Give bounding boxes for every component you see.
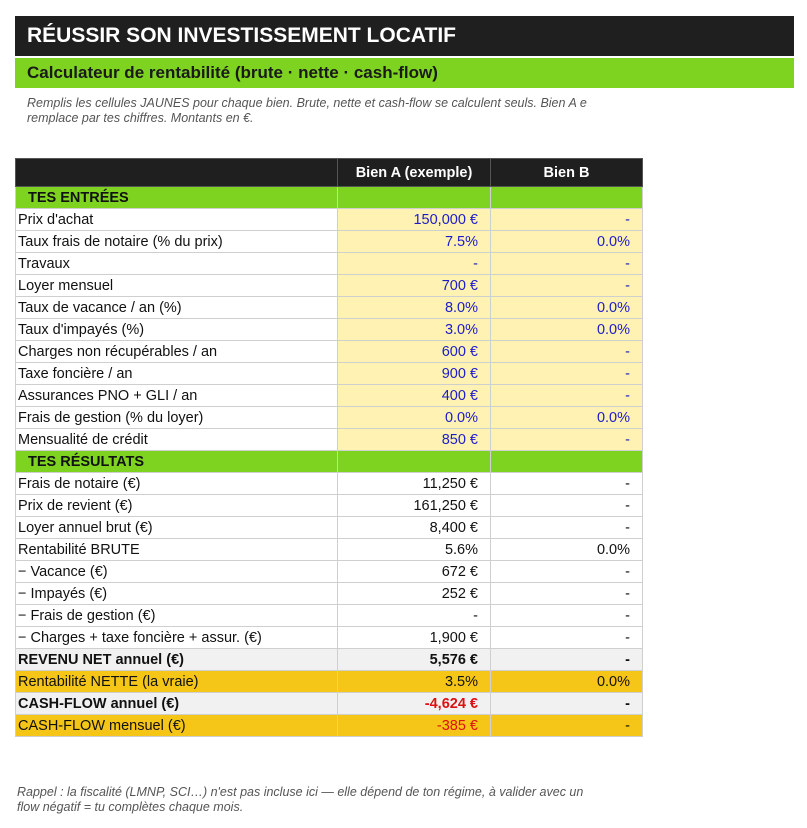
input-row bbox=[16, 253, 643, 275]
result-row bbox=[16, 605, 643, 627]
input-row bbox=[16, 363, 643, 385]
section-inputs-title: TES ENTRÉES bbox=[16, 187, 338, 209]
input-row-bien-a-input[interactable]: 900 € bbox=[338, 363, 491, 385]
result-row-bien-a-value: 5.6% bbox=[338, 539, 491, 561]
input-row-label: Taux d'impayés (%) bbox=[16, 319, 338, 341]
input-row-label: Loyer mensuel bbox=[16, 275, 338, 297]
result-row bbox=[16, 539, 643, 561]
section-results-title: TES RÉSULTATS bbox=[16, 451, 338, 473]
cashflow-mensuel-label: CASH-FLOW mensuel (€) bbox=[16, 715, 338, 737]
result-row-bien-b-value: - bbox=[491, 583, 643, 605]
cashflow-mensuel-row bbox=[16, 715, 643, 737]
input-row bbox=[16, 429, 643, 451]
input-row bbox=[16, 275, 643, 297]
input-row bbox=[16, 231, 643, 253]
input-row-bien-a-input[interactable]: 0.0% bbox=[338, 407, 491, 429]
input-row-label: Assurances PNO + GLI / an bbox=[16, 385, 338, 407]
reminder-line-1: Rappel : la fiscalité (LMNP, SCI…) n'est pas incluse ici — elle dépend de ton régime, à valider avec un bbox=[17, 785, 584, 799]
result-row-bien-b-value: - bbox=[491, 495, 643, 517]
input-row-bien-b-input[interactable]: - bbox=[491, 209, 643, 231]
input-row bbox=[16, 385, 643, 407]
input-row-bien-a-input[interactable]: 850 € bbox=[338, 429, 491, 451]
result-row-label: Rentabilité BRUTE bbox=[16, 539, 338, 561]
input-row-bien-a-input[interactable]: 3.0% bbox=[338, 319, 491, 341]
result-row-label: − Vacance (€) bbox=[16, 561, 338, 583]
result-row bbox=[16, 627, 643, 649]
result-row-bien-b-value: - bbox=[491, 627, 643, 649]
input-row-label: Mensualité de crédit bbox=[16, 429, 338, 451]
inputs-body bbox=[16, 209, 643, 451]
input-row-bien-a-input[interactable]: 400 € bbox=[338, 385, 491, 407]
revenu-net-a: 5,576 € bbox=[338, 649, 491, 671]
results-body bbox=[16, 473, 643, 649]
revenu-net-label: REVENU NET annuel (€) bbox=[16, 649, 338, 671]
result-row-bien-b-value: - bbox=[491, 561, 643, 583]
input-row-bien-a-input[interactable]: 600 € bbox=[338, 341, 491, 363]
input-row-bien-a-input[interactable]: 700 € bbox=[338, 275, 491, 297]
input-row-bien-b-input[interactable]: 0.0% bbox=[491, 231, 643, 253]
result-row bbox=[16, 517, 643, 539]
header-bien-a: Bien A (exemple) bbox=[338, 159, 491, 187]
input-row-bien-b-input[interactable]: 0.0% bbox=[491, 407, 643, 429]
instructions-line-2: remplace par tes chiffres. Montants en €. bbox=[27, 111, 254, 125]
input-row-bien-b-input[interactable]: - bbox=[491, 429, 643, 451]
input-row-label: Frais de gestion (% du loyer) bbox=[16, 407, 338, 429]
revenu-net-b: - bbox=[491, 649, 643, 671]
input-row-label: Prix d'achat bbox=[16, 209, 338, 231]
page-subtitle: Calculateur de rentabilité (brute · nette · cash-flow) bbox=[15, 58, 794, 88]
result-row-bien-a-value: 1,900 € bbox=[338, 627, 491, 649]
result-row-bien-a-value: 252 € bbox=[338, 583, 491, 605]
result-row-bien-b-value: - bbox=[491, 517, 643, 539]
input-row bbox=[16, 209, 643, 231]
input-row-label: Taxe foncière / an bbox=[16, 363, 338, 385]
page-title: RÉUSSIR SON INVESTISSEMENT LOCATIF bbox=[15, 16, 794, 56]
result-row-label: − Charges + taxe foncière + assur. (€) bbox=[16, 627, 338, 649]
input-row-bien-a-input[interactable]: 8.0% bbox=[338, 297, 491, 319]
result-row-bien-b-value: - bbox=[491, 473, 643, 495]
instructions-note bbox=[15, 96, 641, 126]
input-row-bien-b-input[interactable]: - bbox=[491, 385, 643, 407]
cashflow-annuel-row bbox=[16, 693, 643, 715]
result-row bbox=[16, 561, 643, 583]
result-row bbox=[16, 495, 643, 517]
fiscal-reminder-note bbox=[15, 785, 641, 815]
revenu-net-row bbox=[16, 649, 643, 671]
result-row-bien-a-value: 11,250 € bbox=[338, 473, 491, 495]
input-row bbox=[16, 297, 643, 319]
result-row bbox=[16, 583, 643, 605]
table-header-row bbox=[16, 159, 643, 187]
reminder-line-2: flow négatif = tu complètes chaque mois. bbox=[17, 800, 244, 814]
rentabilite-nette-b: 0.0% bbox=[491, 671, 643, 693]
cashflow-annuel-label: CASH-FLOW annuel (€) bbox=[16, 693, 338, 715]
cashflow-annuel-a: -4,624 € bbox=[338, 693, 491, 715]
result-row-bien-a-value: - bbox=[338, 605, 491, 627]
input-row-label: Taux frais de notaire (% du prix) bbox=[16, 231, 338, 253]
input-row-bien-b-input[interactable]: - bbox=[491, 341, 643, 363]
rentabilite-nette-row bbox=[16, 671, 643, 693]
header-label-col bbox=[16, 159, 338, 187]
input-row bbox=[16, 407, 643, 429]
input-row-bien-b-input[interactable]: 0.0% bbox=[491, 319, 643, 341]
input-row bbox=[16, 341, 643, 363]
result-row bbox=[16, 473, 643, 495]
input-row-label: Travaux bbox=[16, 253, 338, 275]
section-inputs-row bbox=[16, 187, 643, 209]
calculator-table bbox=[15, 158, 643, 737]
input-row-bien-a-input[interactable]: 150,000 € bbox=[338, 209, 491, 231]
instructions-line-1: Remplis les cellules JAUNES pour chaque bien. Brute, nette et cash-flow se calculent seuls. Bien A e bbox=[27, 96, 587, 110]
result-row-bien-a-value: 161,250 € bbox=[338, 495, 491, 517]
section-results-row bbox=[16, 451, 643, 473]
rentabilite-nette-label: Rentabilité NETTE (la vraie) bbox=[16, 671, 338, 693]
cashflow-annuel-b: - bbox=[491, 693, 643, 715]
result-row-label: Loyer annuel brut (€) bbox=[16, 517, 338, 539]
cashflow-mensuel-b: - bbox=[491, 715, 643, 737]
header-bien-b: Bien B bbox=[491, 159, 643, 187]
cashflow-mensuel-a: -385 € bbox=[338, 715, 491, 737]
result-row-bien-b-value: - bbox=[491, 605, 643, 627]
input-row-bien-b-input[interactable]: 0.0% bbox=[491, 297, 643, 319]
result-row-bien-a-value: 8,400 € bbox=[338, 517, 491, 539]
input-row-bien-b-input[interactable]: - bbox=[491, 363, 643, 385]
input-row-label: Charges non récupérables / an bbox=[16, 341, 338, 363]
input-row bbox=[16, 319, 643, 341]
input-row-bien-b-input[interactable]: - bbox=[491, 253, 643, 275]
result-row-label: − Frais de gestion (€) bbox=[16, 605, 338, 627]
result-row-label: − Impayés (€) bbox=[16, 583, 338, 605]
rentabilite-nette-a: 3.5% bbox=[338, 671, 491, 693]
input-row-bien-a-input[interactable]: - bbox=[338, 253, 491, 275]
input-row-bien-b-input[interactable]: - bbox=[491, 275, 643, 297]
result-row-label: Frais de notaire (€) bbox=[16, 473, 338, 495]
result-row-bien-a-value: 672 € bbox=[338, 561, 491, 583]
result-row-bien-b-value: 0.0% bbox=[491, 539, 643, 561]
input-row-label: Taux de vacance / an (%) bbox=[16, 297, 338, 319]
result-row-label: Prix de revient (€) bbox=[16, 495, 338, 517]
input-row-bien-a-input[interactable]: 7.5% bbox=[338, 231, 491, 253]
